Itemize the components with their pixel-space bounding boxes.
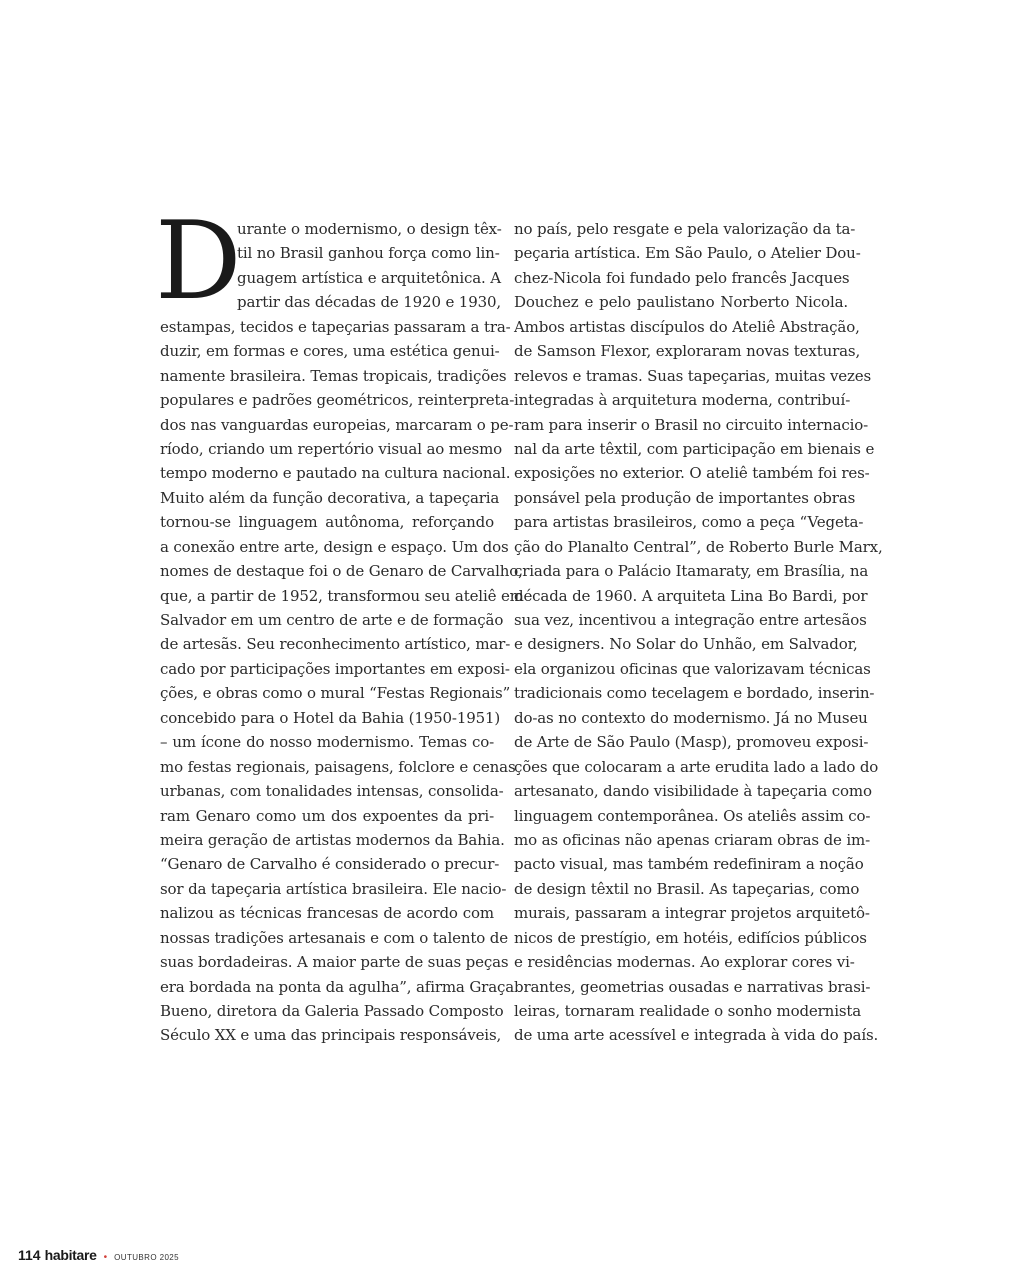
separator-dot: • (103, 1252, 108, 1263)
text-line: ram Genaro como um dos expoentes da pri- (160, 806, 494, 825)
text-line: nal da arte têxtil, com participação em bienais e (514, 439, 875, 458)
text-line: integradas à arquitetura moderna, contribuí- (514, 391, 851, 410)
text-line: de design têxtil no Brasil. As tapeçarias, como (514, 879, 860, 898)
text-line: duzir, em formas e cores, uma estética genui- (160, 342, 500, 361)
text-line: urante o modernismo, o design têx- (237, 220, 502, 238)
text-line: urbanas, com tonalidades intensas, consolida- (160, 782, 504, 801)
text-line: e residências modernas. Ao explorar cores vi- (514, 953, 855, 972)
issue-date: OUTUBRO 2025 (114, 1253, 179, 1262)
text-line: tradicionais como tecelagem e bordado, inserin- (514, 684, 875, 703)
text-line: til no Brasil ganhou força como lin- (237, 244, 500, 263)
text-line: cado por participações importantes em exposi- (160, 659, 510, 678)
text-line: era bordada na ponta da agulha”, afirma Graça (160, 977, 515, 996)
text-line: ções, e obras como o mural “Festas Regionais” (160, 684, 511, 703)
text-line: “Genaro de Carvalho é considerado o precur- (160, 855, 500, 874)
text-line: ram para inserir o Brasil no circuito internacio- (514, 415, 869, 434)
text-line: e designers. No Solar do Unhão, em Salvador, (514, 635, 858, 654)
text-line: criada para o Palácio Itamaraty, em Brasília, na (514, 562, 869, 581)
text-line: ções que colocaram a arte erudita lado a lado do (514, 757, 879, 776)
text-line: artesanato, dando visibilidade à tapeçaria como (514, 782, 872, 801)
text-line: década de 1960. A arquiteta Lina Bo Bardi, por (514, 586, 868, 605)
text-line: Bueno, diretora da Galeria Passado Composto (160, 1002, 504, 1020)
page-number: 114 (18, 1247, 41, 1263)
text-line: de Samson Flexor, exploraram novas texturas, (514, 342, 861, 361)
text-line: nicos de prestígio, em hotéis, edifícios públicos (514, 928, 867, 947)
text-line: linguagem contemporânea. Os ateliês assim co- (514, 806, 871, 825)
text-line: sua vez, incentivou a integração entre artesãos (514, 611, 867, 629)
text-line: meira geração de artistas modernos da Bahia. (160, 830, 505, 849)
text-line: pacto visual, mas também redefiniram a noção (514, 855, 864, 874)
text-line: Ambos artistas discípulos do Ateliê Abstração, (514, 317, 860, 336)
text-line: de Arte de São Paulo (Masp), promoveu exposi- (514, 733, 869, 752)
text-line: brantes, geometrias ousadas e narrativas brasi- (514, 977, 871, 996)
text-line: namente brasileira. Temas tropicais, tradições (160, 366, 507, 385)
text-line: peçaria artística. Em São Paulo, o Atelier Dou- (514, 244, 861, 263)
text-line: Douchez e pelo paulistano Norberto Nicola. (514, 293, 848, 312)
text-line: nossas tradições artesanais e com o talento de (160, 928, 508, 947)
text-line: leiras, tornaram realidade o sonho modernista (514, 1002, 862, 1020)
text-line: sor da tapeçaria artística brasileira. Ele nacio- (160, 879, 507, 898)
text-line: relevos e tramas. Suas tapeçarias, muitas vezes (514, 366, 872, 385)
text-line: a conexão entre arte, design e espaço. Um dos (160, 537, 509, 556)
article-column-left (160, 217, 524, 1048)
text-line: Muito além da função decorativa, a tapeçaria (160, 488, 500, 507)
text-line: suas bordadeiras. A maior parte de suas peças (160, 953, 509, 972)
text-line: ção do Planalto Central”, de Roberto Burle Marx, (514, 537, 883, 556)
text-line: nalizou as técnicas francesas de acordo com (160, 904, 494, 923)
text-line: exposições no exterior. O ateliê também foi res- (514, 464, 870, 483)
text-line: partir das décadas de 1920 e 1930, (237, 293, 501, 312)
page-footer (18, 1247, 179, 1263)
text-line: ponsável pela produção de importantes obras (514, 488, 856, 507)
text-line: dos nas vanguardas europeias, marcaram o pe- (160, 415, 514, 434)
text-line: mo as oficinas não apenas criaram obras de im- (514, 830, 871, 849)
text-line: para artistas brasileiros, como a peça “Vegeta- (514, 513, 864, 532)
text-line: guagem artística e arquitetônica. A (237, 268, 501, 287)
text-line: do-as no contexto do modernismo. Já no Museu (514, 708, 868, 727)
text-line: – um ícone do nosso modernismo. Temas co- (160, 733, 494, 752)
text-line: murais, passaram a integrar projetos arquitetô- (514, 904, 870, 923)
text-line: chez-Nicola foi fundado pelo francês Jacques (514, 268, 850, 287)
text-line: de uma arte acessível e integrada à vida do país. (514, 1026, 879, 1045)
text-line: tornou-se linguagem autônoma, reforçando (160, 513, 494, 532)
article-column-right (514, 217, 883, 1048)
text-line: ela organizou oficinas que valorizavam técnicas (514, 659, 871, 678)
drop-cap: D (155, 199, 242, 324)
text-line: ríodo, criando um repertório visual ao mesmo (160, 439, 503, 458)
text-line: que, a partir de 1952, transformou seu ateliê em (160, 586, 524, 605)
text-line: populares e padrões geométricos, reinterpreta- (160, 391, 515, 410)
text-line: Século XX e uma das principais responsáveis, (160, 1026, 502, 1045)
text-line: nomes de destaque foi o de Genaro de Carvalho, (160, 562, 523, 581)
text-line: de artesãs. Seu reconhecimento artístico, mar- (160, 635, 511, 654)
text-line: mo festas regionais, paisagens, folclore e cenas (160, 757, 516, 776)
text-line: no país, pelo resgate e pela valorização da ta- (514, 220, 856, 238)
text-line: concebido para o Hotel da Bahia (1950-1951) (160, 708, 501, 727)
magazine-logo: habitare (44, 1247, 97, 1263)
text-line: tempo moderno e pautado na cultura nacional. (160, 464, 511, 483)
text-line: Salvador em um centro de arte e de formação (160, 611, 504, 629)
text-line: estampas, tecidos e tapeçarias passaram a tra- (160, 317, 511, 336)
